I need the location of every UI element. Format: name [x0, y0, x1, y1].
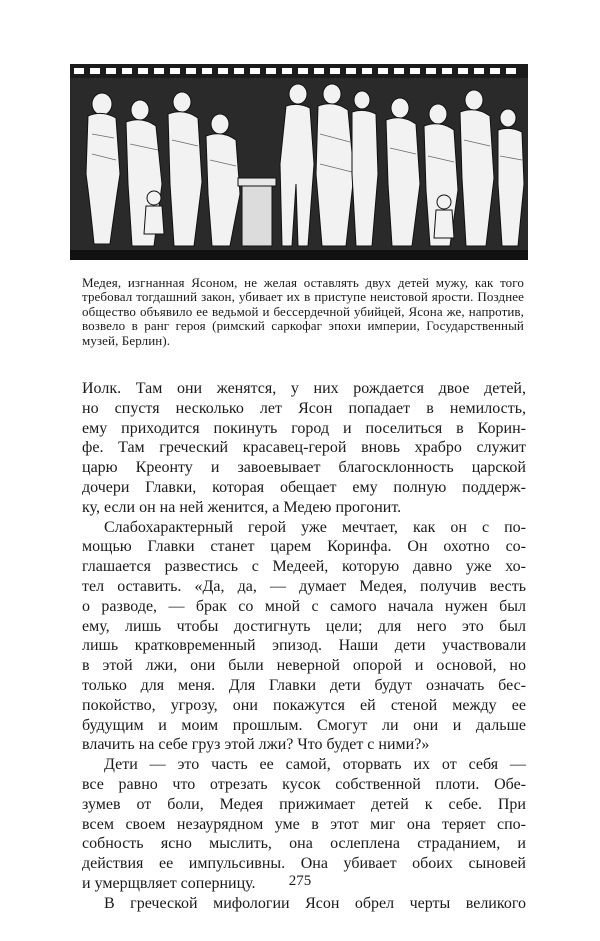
text-line: о разводе, — брак со мной с самого начала нужен был — [82, 597, 526, 615]
sarcophagus-relief-figure — [70, 64, 528, 260]
text-line: лишь кратковременный эпизод. Наши дети участвовали — [82, 637, 526, 655]
sarcophagus-relief-image — [70, 64, 528, 260]
text-line: В греческой мифологии Ясон обрел черты великого — [104, 894, 526, 912]
text-line: глашается развестись с Медеей, которую давно уже хо- — [82, 558, 526, 576]
text-line: фе. Там греческий красавец-герой вновь храбро служит — [82, 439, 526, 457]
text-line: действия ее импульсивны. Она убивает обоих сыновей — [82, 855, 526, 873]
text-line: все равно что отрезать кусок собственной плоти. Обе- — [82, 775, 526, 793]
text-line: царю Креонту и завоевывает благосклонность царской — [82, 459, 526, 477]
text-line: тел оставить. «Да, да, — думает Медея, получив весть — [82, 577, 526, 595]
text-line: только для меня. Для Главки дети будут означать бес- — [82, 676, 526, 694]
text-line: дочери Главки, которая обещает ему полную поддерж- — [82, 478, 526, 496]
text-line: Дети — это часть ее самой, оторвать их от себя — — [104, 756, 526, 774]
page-number: 275 — [288, 873, 312, 889]
figure-caption: Медея, изгнанная Ясоном, не желая оставлять двух детей мужу, как того требовал тогдашний закон, убивает их в приступе неистовой ярости. Позднее общество объявило ее ведьмой и бессердечной убийцей, Ясона же, напротив, возвело в ранг героя (римский саркофаг эпохи империи, Государственный музей, Берлин). — [82, 275, 524, 348]
text-line: ему, лишь чтобы достигнуть цели; для него это был — [82, 617, 526, 635]
paragraph — [82, 518, 526, 756]
text-line: мощью Главки станет царем Коринфа. Он охотно со- — [82, 538, 526, 556]
text-line: ему приходится покинуть город и поселиться в Корин- — [82, 419, 526, 437]
text-line: Иолк. Там они женятся, у них рождается двое детей, — [82, 380, 526, 397]
text-line: но спустя несколько лет Ясон попадает в немилость, — [82, 399, 526, 417]
body-text — [82, 379, 526, 914]
text-line: Слабохарактерный герой уже мечтает, как он с по- — [104, 518, 526, 536]
text-line: в этой лжи, они были неверной опорой и основой, но — [82, 657, 526, 675]
text-line: зумев от боли, Медея прижимает детей к себе. При — [82, 795, 526, 813]
text-line: всем своем незаурядном уме в этот миг она теряет спо- — [82, 815, 526, 833]
text-line: покойство, угрозу, они покажутся ей стеной между ее — [82, 696, 526, 714]
text-line: собность ясно мыслить, она ослеплена страданием, и — [82, 835, 526, 853]
text-line: будущим и моим прошлым. Смогут ли они и дальше — [82, 716, 526, 734]
text-line: ку, если он на ней женится, а Медею прогонит. — [82, 498, 402, 516]
paragraph — [82, 894, 526, 914]
text-line: и умерщвляет соперницу. — [82, 874, 256, 892]
text-line: влачить на себе груз этой лжи? Что будет с ними?» — [82, 736, 430, 754]
paragraph — [82, 379, 526, 518]
